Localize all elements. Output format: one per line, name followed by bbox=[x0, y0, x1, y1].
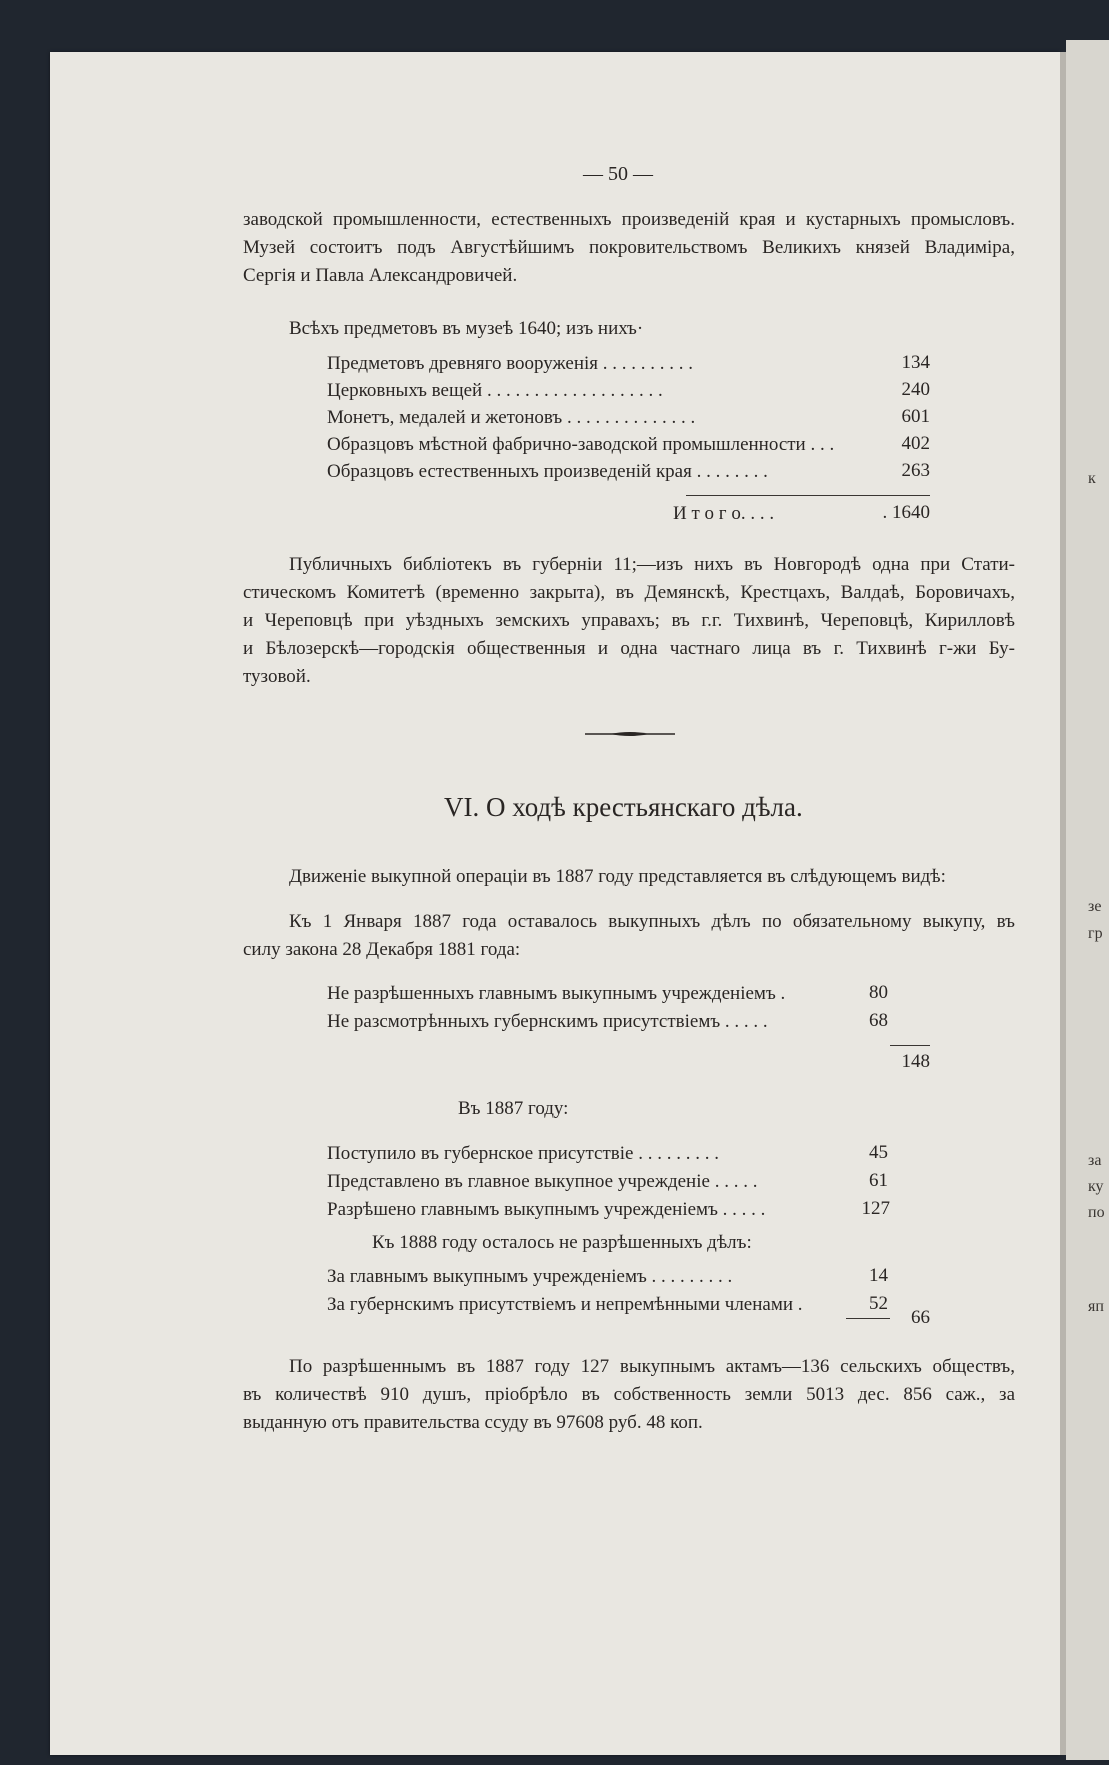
year-item-value: 45 bbox=[869, 1142, 888, 1163]
pending-sum-rule bbox=[890, 1045, 930, 1046]
adjacent-fragment: зе bbox=[1088, 898, 1102, 915]
adjacent-fragment: ку bbox=[1088, 1178, 1104, 1195]
year-item-value: 61 bbox=[869, 1170, 888, 1191]
year-item-value: 127 bbox=[861, 1198, 890, 1219]
adjacent-fragment: гр bbox=[1088, 925, 1103, 942]
final-paragraph-line: въ количествѣ 910 душъ, пріобрѣло въ собственность земли 5013 дес. 856 саж., за bbox=[243, 1384, 1015, 1405]
section-paragraph-line: Къ 1 Января 1887 года оставалось выкупныхъ дѣлъ по обязательному выкупу, въ bbox=[289, 911, 1015, 932]
section-heading: VI. О ходѣ крестьянскаго дѣла. bbox=[444, 792, 803, 822]
libraries-line: Публичныхъ библіотекъ въ губерніи 11;—изъ нихъ въ Новгородѣ одна при Стати- bbox=[289, 554, 1015, 575]
museum-item-value: 240 bbox=[901, 379, 930, 400]
year-item-label: Разрѣшено главнымъ выкупнымъ учрежденіемъ . . . . . bbox=[327, 1199, 766, 1220]
adjacent-fragment: к bbox=[1088, 470, 1096, 487]
adjacent-fragment: яп bbox=[1088, 1298, 1104, 1315]
pending-item-label: Не разрѣшенныхъ главнымъ выкупнымъ учрежденіемъ . bbox=[327, 983, 786, 1004]
libraries-line: стическомъ Комитетѣ (временно закрыта), въ Демянскѣ, Крестцахъ, Валдаѣ, Боровичахъ, bbox=[243, 582, 1015, 603]
museum-item-value: 402 bbox=[901, 433, 930, 454]
page-edge bbox=[1060, 52, 1066, 1755]
remaining-item-label: За главнымъ выкупнымъ учрежденіемъ . . . . . . . . . bbox=[327, 1266, 733, 1287]
final-paragraph-line: выданную отъ правительства ссуду въ 97608 руб. 48 коп. bbox=[243, 1412, 703, 1433]
book-page bbox=[50, 52, 1060, 1755]
museum-total-line: Всѣхъ предметовъ въ музеѣ 1640; изъ нихъ· bbox=[289, 318, 644, 339]
remaining-item-label: За губернскимъ присутствіемъ и непремѣнными членами . bbox=[327, 1294, 803, 1315]
museum-item-label: Образцовъ мѣстной фабрично-заводской промышленности . . . bbox=[327, 434, 835, 455]
pending-item-label: Не разсмотрѣнныхъ губернскимъ присутствіемъ . . . . . bbox=[327, 1011, 768, 1032]
final-paragraph-line: По разрѣшеннымъ въ 1887 году 127 выкупнымъ актамъ—136 сельскихъ обществъ, bbox=[289, 1356, 1015, 1377]
adjacent-fragment: по bbox=[1088, 1204, 1105, 1221]
section-divider-ornament bbox=[585, 728, 675, 740]
year-item-label: Поступило въ губернское присутствіе . . . . . . . . . bbox=[327, 1143, 719, 1164]
page-number: — 50 — bbox=[583, 163, 653, 185]
section-intro: Движеніе выкупной операціи въ 1887 году представляется въ слѣдующемъ видѣ: bbox=[289, 866, 946, 887]
museum-item-value: 601 bbox=[901, 406, 930, 427]
remaining-sum-rule bbox=[846, 1318, 890, 1319]
adjacent-fragment: за bbox=[1088, 1152, 1102, 1169]
museum-item-value: 263 bbox=[901, 460, 930, 481]
museum-sum-value: . 1640 bbox=[882, 502, 930, 523]
remaining-item-value: 14 bbox=[869, 1265, 888, 1286]
adjacent-page bbox=[1066, 40, 1109, 1760]
section-paragraph-line: силу закона 28 Декабря 1881 года: bbox=[243, 939, 521, 960]
libraries-line: и Бѣлозерскѣ—городскія общественныя и одна частнаго лица въ г. Тихвинѣ г-жи Бу- bbox=[243, 638, 1015, 659]
museum-sum-label: И т о г о. . . . bbox=[673, 503, 775, 524]
museum-item-value: 134 bbox=[901, 352, 930, 373]
museum-item-label: Предметовъ древняго вооруженія . . . . . . . . . . bbox=[327, 353, 694, 374]
pending-item-value: 68 bbox=[869, 1010, 888, 1031]
libraries-line: и Череповцѣ при уѣздныхъ земскихъ управахъ; въ г.г. Тихвинѣ, Череповцѣ, Кирилловѣ bbox=[243, 610, 1015, 631]
libraries-line: тузовой. bbox=[243, 666, 311, 687]
remaining-total: 66 bbox=[911, 1307, 930, 1328]
museum-item-label: Образцовъ естественныхъ произведеній края . . . . . . . . bbox=[327, 461, 768, 482]
sum-rule bbox=[686, 495, 930, 496]
remaining-label: Къ 1888 году осталось не разрѣшенныхъ дѣлъ: bbox=[372, 1232, 752, 1253]
pending-item-value: 80 bbox=[869, 982, 888, 1003]
intro-line: Сергія и Павла Александровичей. bbox=[243, 265, 518, 286]
year-label: Въ 1887 году: bbox=[458, 1098, 569, 1119]
intro-line: заводской промышленности, естественныхъ произведеній края и кустарныхъ промысловъ. bbox=[243, 209, 1015, 230]
intro-line: Музей состоитъ подъ Августѣйшимъ покровительствомъ Великихъ князей Владиміра, bbox=[243, 237, 1015, 258]
year-item-label: Представлено въ главное выкупное учрежденіе . . . . . bbox=[327, 1171, 758, 1192]
museum-item-label: Церковныхъ вещей . . . . . . . . . . . . . . . . . . . bbox=[327, 380, 663, 401]
museum-item-label: Монетъ, медалей и жетоновъ . . . . . . . . . . . . . . bbox=[327, 407, 696, 428]
pending-total: 148 bbox=[901, 1051, 930, 1072]
remaining-item-value: 52 bbox=[869, 1293, 888, 1314]
